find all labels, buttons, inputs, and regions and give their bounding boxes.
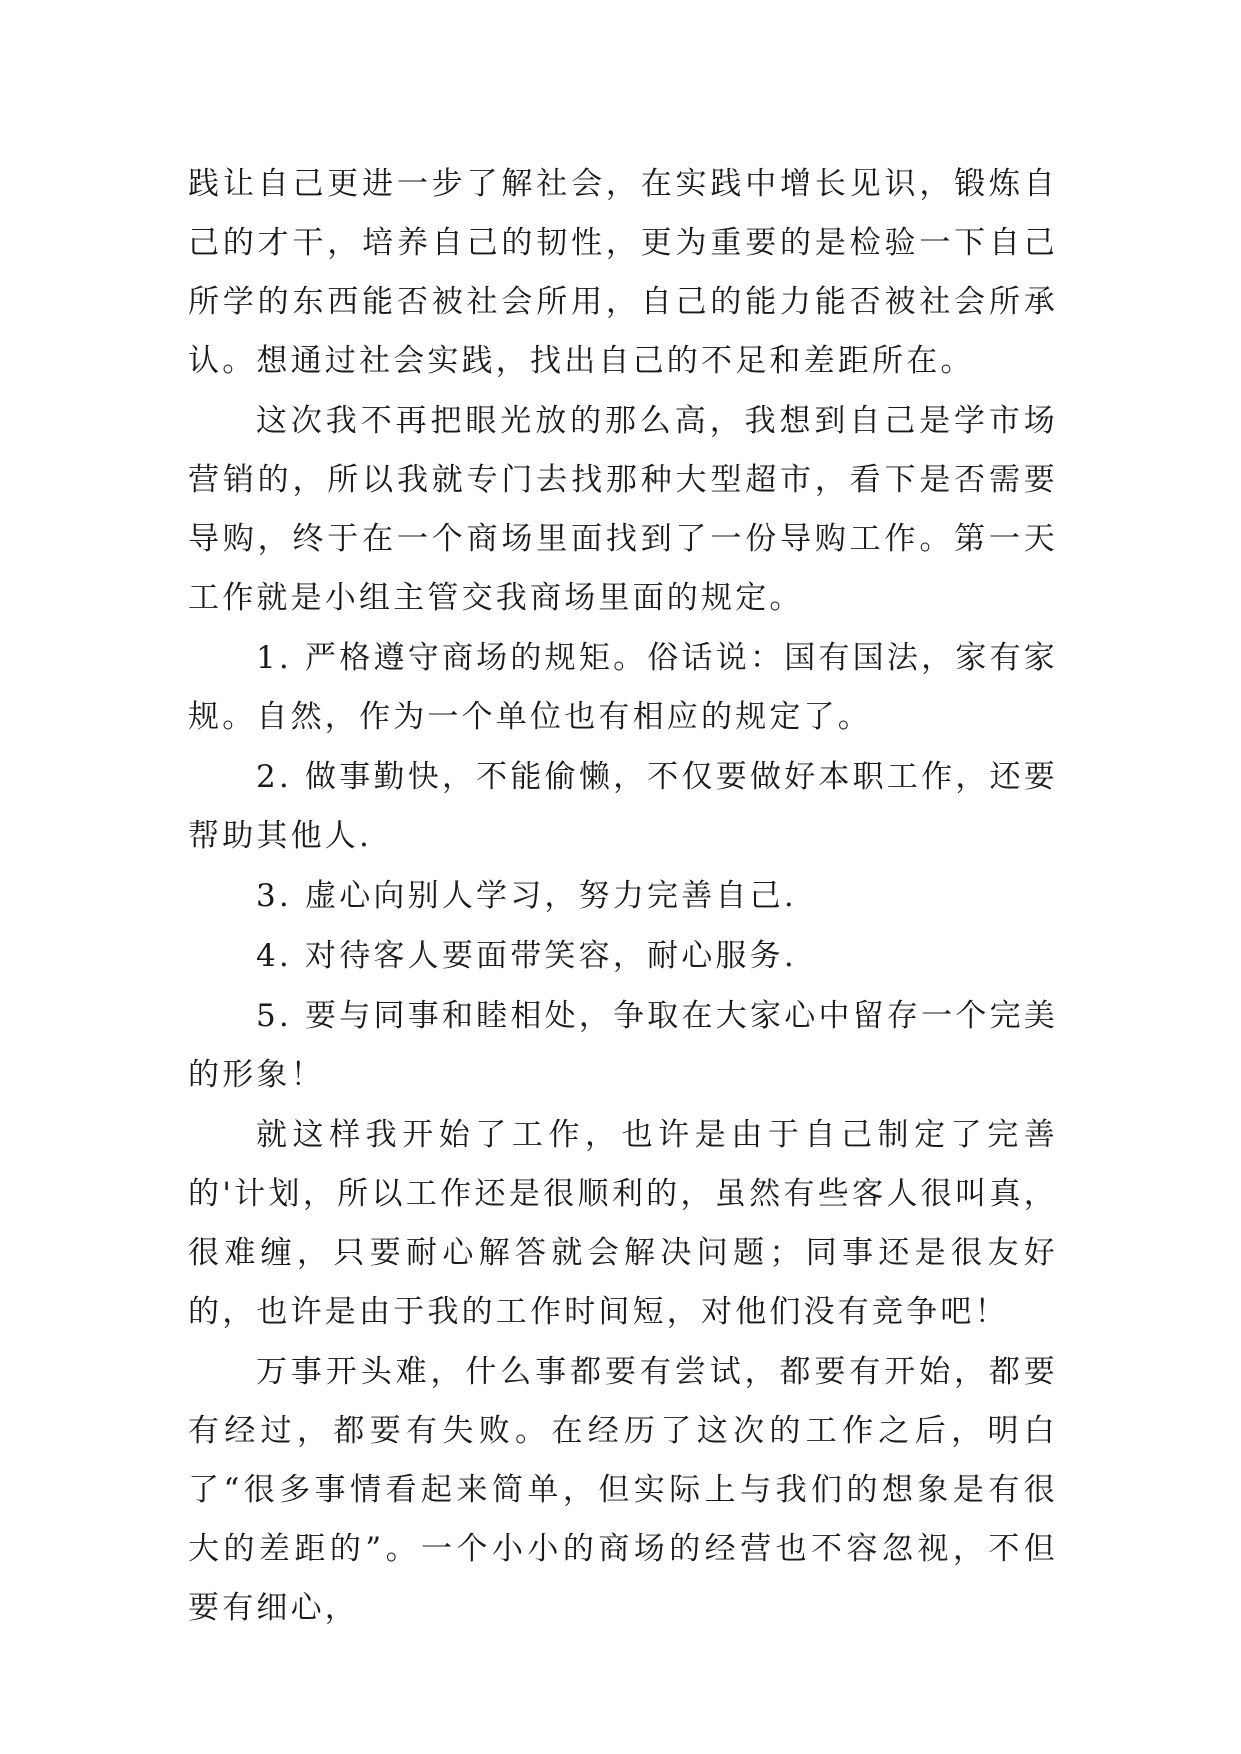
rule-item-4: 4. 对待客人要面带笑容，耐心服务.: [256, 938, 797, 974]
rule-item-2: 2. 做事勤快，不能偷懒，不仅要做好本职工作，还要帮助其他人.: [188, 759, 1058, 854]
document-body: [188, 155, 1058, 1639]
paragraph-reflection: 万事开头难，什么事都要有尝试，都要有开始，都要有经过，都要有失败。在经历了这次的工作之后，明白了“很多事情看起来简单，但实际上与我们的想象是有很大的差距的”。一个小小的商场的经营也不容忽视，不但要有细心，: [188, 1354, 1058, 1626]
rule-item-5: 5. 要与同事和睦相处，争取在大家心中留存一个完美的形象！: [188, 998, 1058, 1093]
paragraph-intro-continued: 践让自己更进一步了解社会，在实践中增长见识，锻炼自己的才干，培养自己的韧性，更为重要的是检验一下自己所学的东西能否被社会所用，自己的能力能否被社会所承认。想通过社会实践，找出自己的不足和差距所在。: [188, 166, 1058, 379]
rule-item-1: 1. 严格遵守商场的规矩。俗话说：国有国法，家有家规。自然，作为一个单位也有相应的规定了。: [188, 640, 1058, 735]
paragraph-work-start: 就这样我开始了工作，也许是由于自己制定了完善的'计划，所以工作还是很顺利的，虽然有些客人很叫真，很难缠，只要耐心解答就会解决问题；同事还是很友好的，也许是由于我的工作时间短，对他们没有竞争吧！: [188, 1117, 1058, 1330]
rule-item-3: 3. 虚心向别人学习，努力完善自己.: [256, 878, 797, 914]
paragraph-job-search: 这次我不再把眼光放的那么高，我想到自己是学市场营销的，所以我就专门去找那种大型超市，看下是否需要导购，终于在一个商场里面找到了一份导购工作。第一天工作就是小组主管交我商场里面的规定。: [188, 403, 1058, 616]
